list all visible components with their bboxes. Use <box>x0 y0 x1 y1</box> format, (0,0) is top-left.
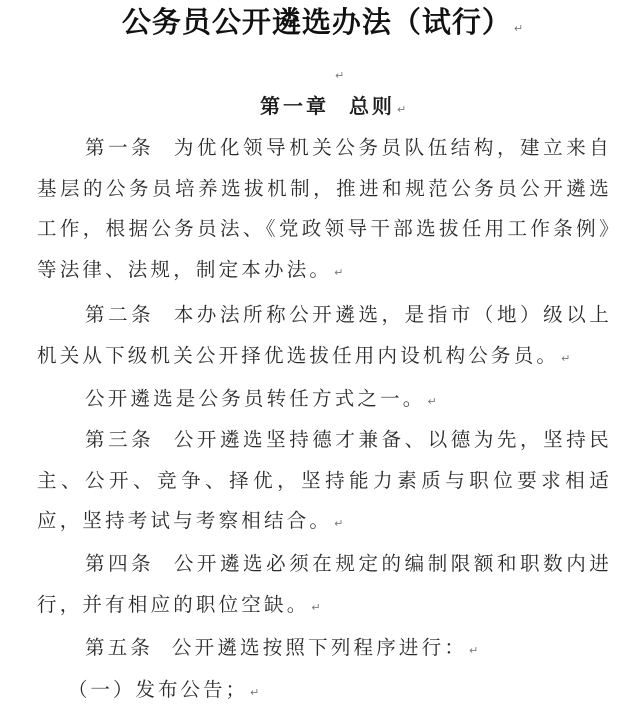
empty-paragraph <box>333 66 344 84</box>
article-label: 第四条 <box>85 552 155 575</box>
paragraph-mark-icon: ↵ <box>311 600 324 614</box>
article-paragraph <box>37 628 612 672</box>
paragraph-mark-icon: ↵ <box>396 103 410 116</box>
paragraph-mark-icon: ↵ <box>561 351 574 365</box>
article-text: 为优化领导机关公务员队伍结构，建立来自基层的公务员培养选拔机制，推进和规范公务员公开遴选工作，根据公务员法、《党政领导干部选拔任用工作条例》等法律、法规，制定本办法。 <box>37 136 612 281</box>
list-item-text: （一）发布公告； <box>68 678 249 701</box>
paragraph-mark-icon: ↵ <box>335 69 345 82</box>
article-paragraph <box>37 128 612 293</box>
article-label: 第五条 <box>85 636 154 659</box>
article-paragraph <box>37 379 612 423</box>
article-text: 公开遴选必须在规定的编制限额和职数内进行，并有相应的职位空缺。 <box>37 552 612 616</box>
article-paragraph <box>37 420 612 545</box>
paragraph-mark-icon: ↵ <box>513 22 525 35</box>
article-label: 第一条 <box>85 136 155 159</box>
paragraph-mark-icon: ↵ <box>250 686 263 699</box>
article-label: 第三条 <box>85 428 155 451</box>
title-text: 公务员公开遴选办法（试行） <box>121 5 512 39</box>
article-text: 公开遴选是公务员转任方式之一。 <box>85 387 426 410</box>
paragraph-mark-icon: ↵ <box>334 265 347 279</box>
article-label: 第二条 <box>85 303 155 326</box>
list-item <box>68 670 262 713</box>
article-paragraph <box>37 544 612 628</box>
article-text: 本办法所称公开遴选，是指市（地）级以上机关从下级机关公开择优选拔任用内设机构公务员。 <box>37 303 612 367</box>
paragraph-mark-icon: ↵ <box>334 517 347 530</box>
chapter-heading <box>260 90 409 126</box>
article-text: 公开遴选坚持德才兼备、以德为先，坚持民主、公开、竞争、择优，坚持能力素质与职位要求相适应，坚持考试与考察相结合。 <box>37 428 612 532</box>
chapter-number: 第一章 <box>260 94 329 118</box>
article-paragraph <box>37 295 612 379</box>
paragraph-mark-icon: ↵ <box>427 395 440 408</box>
chapter-name: 总则 <box>348 94 395 118</box>
article-text: 公开遴选按照下列程序进行： <box>171 636 468 659</box>
paragraph-mark-icon: ↵ <box>469 644 482 657</box>
document-title <box>0 2 640 49</box>
